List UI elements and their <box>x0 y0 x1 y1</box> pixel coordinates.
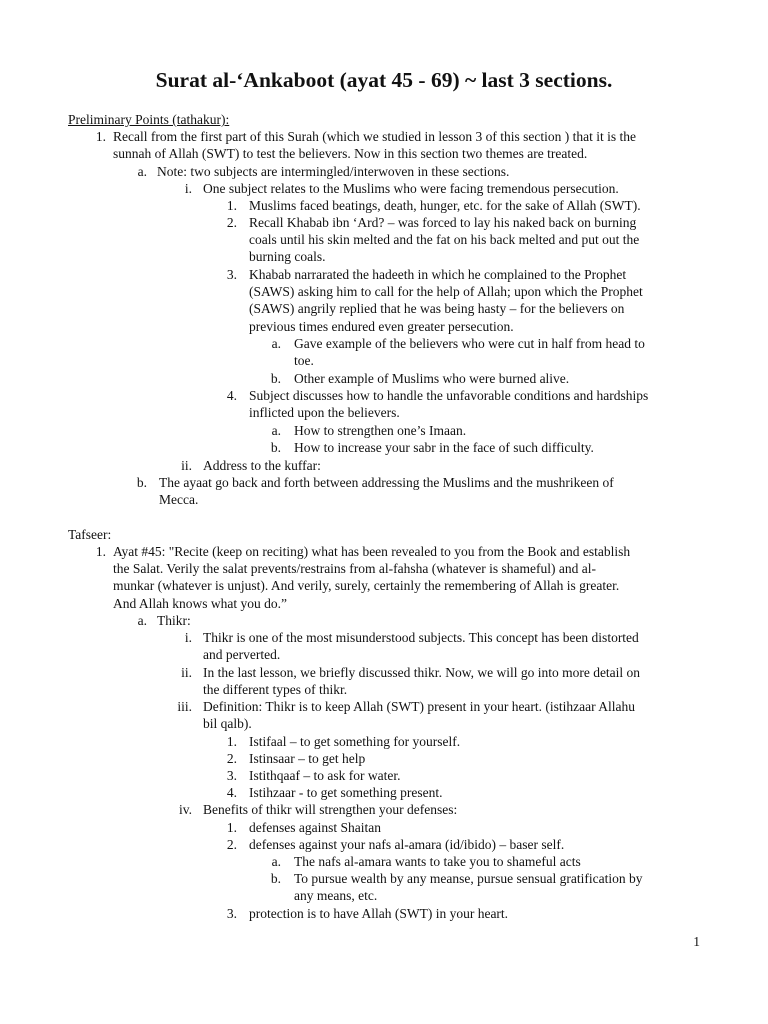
list-marker: 3. <box>226 267 237 282</box>
list-item-line: The nafs al-amara wants to take you to shameful acts <box>294 854 581 869</box>
list-marker: 4. <box>226 388 237 403</box>
list-item-line: protection is to have Allah (SWT) in your heart. <box>249 906 509 921</box>
list-item-line: And Allah knows what you do.” <box>113 595 287 611</box>
list-marker: ii. <box>181 665 192 680</box>
list-item-line: munkar (whatever is unjust). And verily, surely, certainly the remembering of Allah is greater. <box>113 578 620 594</box>
list-item-line: bil qalb). <box>203 716 252 732</box>
list-marker: a. <box>271 336 281 351</box>
list-item-line: To pursue wealth by any meanse, pursue sensual gratification by <box>294 871 643 886</box>
list-item-line: How to strengthen one’s Imaan. <box>294 423 467 438</box>
list-marker: 1. <box>95 544 106 559</box>
list-marker: 3. <box>226 906 237 921</box>
list-item-line: Subject discusses how to handle the unfavorable conditions and hardships <box>249 388 649 403</box>
list-item-line: Recall from the first part of this Surah (which we studied in lesson 3 of this section ) that it is the <box>113 129 637 144</box>
list-item-line: Thikr: <box>157 613 191 628</box>
list-marker: b. <box>270 871 281 886</box>
list-marker: iv. <box>179 802 192 817</box>
list-item-line: Definition: Thikr is to keep Allah (SWT) present in your heart. (istihzaar Allahu <box>203 699 636 714</box>
list-item-line: (SAWS) asking him to call for the help of Allah; upon which the Prophet <box>249 284 643 300</box>
list-item-line: Istihzaar - to get something present. <box>249 785 443 800</box>
list-marker: 1. <box>95 129 106 144</box>
list-item-line: Istifaal – to get something for yourself. <box>249 734 461 749</box>
list-item-line: Recall Khabab ibn ‘Ard? – was forced to lay his naked back on burning <box>249 215 637 230</box>
page-number: 1 <box>693 934 700 949</box>
list-item-line: Benefits of thikr will strengthen your defenses: <box>203 802 458 817</box>
list-marker: ii. <box>181 458 192 473</box>
list-item-line: Other example of Muslims who were burned alive. <box>294 371 570 386</box>
tafseer-heading: Tafseer: <box>68 527 112 542</box>
list-item-line: the Salat. Verily the salat prevents/restrains from al-fahsha (whatever is shameful) and al- <box>113 561 596 577</box>
list-item-line: Khabab narrarated the hadeeth in which he complained to the Prophet <box>249 267 627 282</box>
list-marker: b. <box>270 371 281 386</box>
list-item-line: Gave example of the believers who were cut in half from head to <box>294 336 645 351</box>
list-item-line: In the last lesson, we briefly discussed thikr. Now, we will go into more detail on <box>203 665 641 680</box>
list-marker: 3. <box>226 768 237 783</box>
list-item-line: burning coals. <box>249 249 326 265</box>
list-item-line: Muslims faced beatings, death, hunger, etc. for the sake of Allah (SWT). <box>249 198 641 213</box>
page-title: Surat al-‘Ankaboot (ayat 45 - 69) ~ last 3 sections. <box>155 68 613 92</box>
list-marker: i. <box>184 181 192 196</box>
list-item-line: and perverted. <box>203 647 281 663</box>
list-item-line: sunnah of Allah (SWT) to test the believers. Now in this section two themes are treated. <box>113 146 588 162</box>
list-item-line: Mecca. <box>159 492 199 508</box>
list-marker: 1. <box>226 820 237 835</box>
list-item-line: inflicted upon the believers. <box>249 405 400 421</box>
list-marker: iii. <box>177 699 192 714</box>
list-marker: 1. <box>226 734 237 749</box>
list-marker: 4. <box>226 785 237 800</box>
list-item-line: Address to the kuffar: <box>203 458 321 473</box>
preliminary-heading: Preliminary Points (tathakur): <box>68 112 230 127</box>
list-marker: 2. <box>226 837 237 852</box>
list-marker: a. <box>271 854 281 869</box>
list-item-line: previous times endured even greater persecution. <box>249 318 514 334</box>
list-item-line: The ayaat go back and forth between addressing the Muslims and the mushrikeen of <box>159 475 614 490</box>
list-item-line: toe. <box>294 353 314 369</box>
list-marker: b. <box>270 440 281 455</box>
list-marker: b. <box>136 475 147 490</box>
list-marker: i. <box>184 630 192 645</box>
list-item-line: Ayat #45: "Recite (keep on reciting) what has been revealed to you from the Book and establish <box>113 544 631 559</box>
list-item-line: Note: two subjects are intermingled/interwoven in these sections. <box>157 164 510 179</box>
list-item-line: Istinsaar – to get help <box>249 751 366 766</box>
list-item-line: One subject relates to the Muslims who were facing tremendous persecution. <box>203 181 619 196</box>
list-item-line: How to increase your sabr in the face of such difficulty. <box>294 440 594 455</box>
list-item-line: defenses against Shaitan <box>249 820 381 835</box>
list-item-line: Istithqaaf – to ask for water. <box>249 768 401 783</box>
list-item-line: coals until his skin melted and the fat on his back melted and put out the <box>249 232 640 248</box>
list-marker: a. <box>271 423 281 438</box>
list-marker: a. <box>137 164 147 179</box>
list-marker: a. <box>137 613 147 628</box>
list-marker: 2. <box>226 751 237 766</box>
list-item-line: Thikr is one of the most misunderstood subjects. This concept has been distorted <box>203 630 639 645</box>
list-item-line: (SAWS) angrily replied that he was being hasty – for the believers on <box>249 301 625 317</box>
list-marker: 2. <box>226 215 237 230</box>
list-item-line: any means, etc. <box>294 888 378 904</box>
list-item-line: defenses against your nafs al-amara (id/ibido) – baser self. <box>249 837 565 852</box>
list-item-line: the different types of thikr. <box>203 682 348 698</box>
list-marker: 1. <box>226 198 237 213</box>
